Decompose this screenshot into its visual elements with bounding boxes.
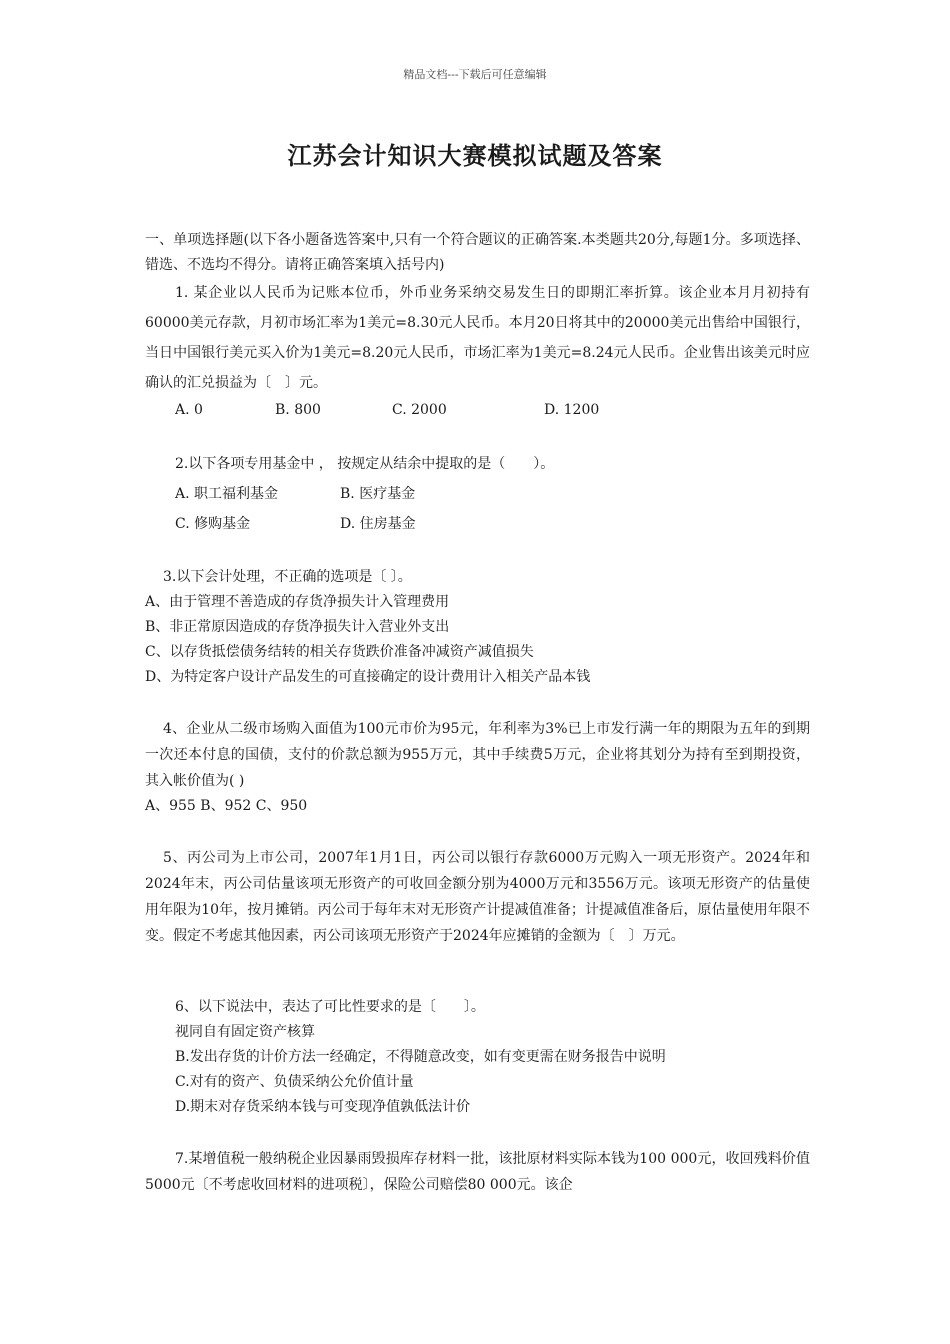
question-1-option-d: D. 1200 (544, 402, 600, 418)
document-title: 江苏会计知识大赛模拟试题及答案 (287, 141, 663, 170)
page-header-note: 精品文档---下载后可任意编辑 (403, 68, 547, 81)
question-3-option-c: C、以存货抵偿债务结转的相关存货跌价准备冲减资产减值损失 (145, 644, 534, 660)
question-2-options-row-1 (145, 479, 810, 509)
question-6-text: 6、以下说法中，表达了可比性要求的是〔 〕。 (175, 999, 485, 1015)
question-2-options-row-2 (145, 509, 810, 539)
question-2-option-a: A. 职工福利基金 (175, 486, 279, 502)
question-5-text: 5、丙公司为上市公司，2007年1月1日，丙公司以银行存款6000万元购入一项无形资产。2024年和2024年末，丙公司估量该项无形资产的可收回金额分别为4000万元和3556万元。该项无形资产的估量使用年限为10年，按月摊销。丙公司于每年末对无形资产计提减值准备；计提减值准备后，原估量使用年限不变。假定不考虑其他因素，丙公司该项无形资产于2024年应摊销的金额为〔 〕万元。 (145, 850, 810, 944)
question-3-option-d: D、为特定客户设计产品发生的可直接确定的设计费用计入相关产品本钱 (145, 669, 591, 685)
question-1-text: 1. 某企业以人民币为记账本位币，外币业务采纳交易发生日的即期汇率折算。该企业本月月初持有60000美元存款，月初市场汇率为1美元=8.30元人民币。本月20日将其中的20000美元出售给中国银行，当日中国银行美元买入价为1美元=8.20元人民币，市场汇率为1美元=8.24元人民币。企业售出该美元时应确认的汇兑损益为〔 〕元。 (145, 285, 810, 391)
question-3-option-b: B、非正常原因造成的存货净损失计入营业外支出 (145, 619, 450, 635)
question-1-option-b: B. 800 (275, 402, 321, 418)
question-3-text: 3.以下会计处理，不正确的选项是〔 〕。 (163, 569, 412, 585)
question-7-text: 7.某增值税一般纳税企业因暴雨毁损库存材料一批，该批原材料实际本钱为100 000元，收回残料价值5000元〔不考虑收回材料的进项税〕，保险公司赔偿80 000元。该企 (145, 1151, 810, 1193)
question-1-option-c: C. 2000 (392, 402, 447, 418)
question-2-text: 2.以下各项专用基金中 ， 按规定从结余中提取的是（ ）。 (175, 456, 555, 472)
question-6-option-a: 视同自有固定资产核算 (175, 1024, 315, 1040)
question-4-options: A、955 B、952 C、950 (145, 798, 308, 814)
question-1-options (145, 398, 810, 423)
question-2-option-b: B. 医疗基金 (340, 486, 416, 502)
question-4-text: 4、企业从二级市场购入面值为100元市价为95元，年利率为3%已上市发行满一年的期限为五年的到期一次还本付息的国债，支付的价款总额为955万元，其中手续费5万元，企业将其划分为持有至到期投资，其入帐价值为( ) (145, 721, 810, 789)
question-6-option-d: D.期末对存货采纳本钱与可变现净值孰低法计价 (175, 1099, 471, 1115)
section-intro: 一、单项选择题(以下各小题备选答案中,只有一个符合题议的正确答案.本类题共20分,每题1分。多项选择、错选、不选均不得分。请将正确答案填入括号内) (145, 232, 810, 273)
question-6-option-c: C.对有的资产、负债采纳公允价值计量 (175, 1074, 414, 1090)
question-1-option-a: A. 0 (175, 402, 203, 418)
question-3-option-a: A、由于管理不善造成的存货净损失计入管理费用 (145, 594, 450, 610)
question-2-option-c: C. 修购基金 (175, 516, 251, 532)
question-6-option-b: B.发出存货的计价方法一经确定，不得随意改变，如有变更需在财务报告中说明 (175, 1049, 666, 1065)
document-body (145, 228, 810, 1198)
question-2-option-d: D. 住房基金 (340, 516, 416, 532)
